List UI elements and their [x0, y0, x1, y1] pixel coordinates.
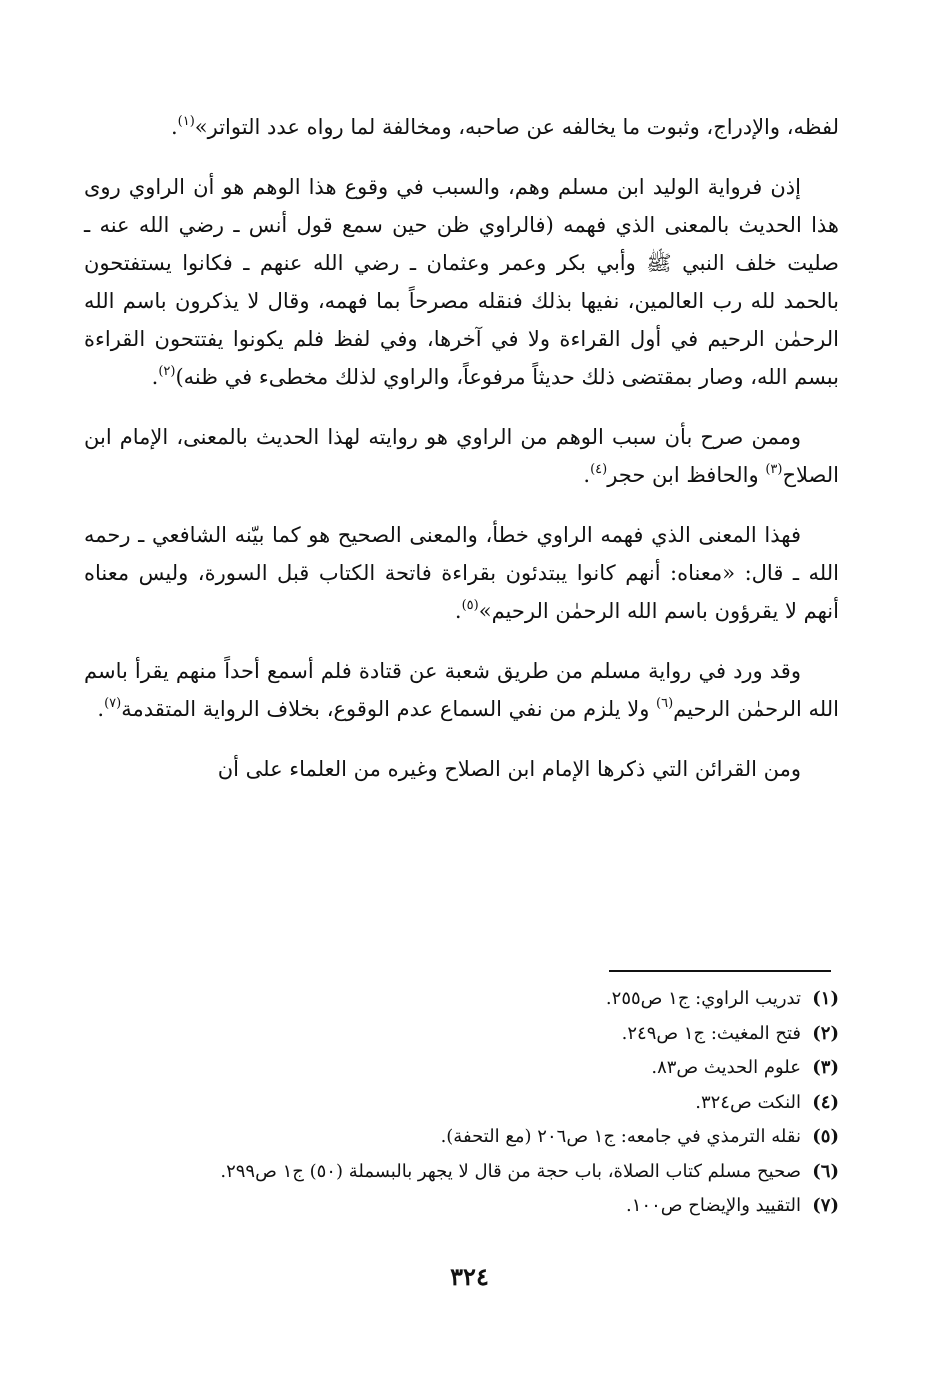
paragraph-tail: .: [151, 365, 159, 389]
paragraph-text-continued: والحافظ ابن حجر: [607, 463, 766, 487]
paragraph-6: [84, 750, 839, 788]
footnote-1: [96, 982, 839, 1017]
paragraph-tail: .: [454, 599, 462, 623]
footnote-text: فتح المغيث: ج١ ص٢٤٩.: [621, 1022, 801, 1044]
footnote-text: علوم الحديث ص٨٣.: [651, 1057, 801, 1078]
paragraph-text: إذن فرواية الوليد ابن مسلم وهم، والسبب في وقوع هذا الوهم هو أن الراوي روى هذا الحديث بالمعنى الذي فهمه (فالراوي ظن حين سمع قول أنس ـ رضي الله عنه ـ صليت خلف النبي ﷺ وأبي بكر وعمر وعثمان ـ رضي الله عنهم ـ فكانوا يستفتحون بالحمد لله رب العالمين، نفيها بذلك فنقله مصرحاً بما فهمه، وقال لا يذكرون باسم الله الرحمٰن الرحيم في أول القراءة ولا في آخرها، وفي لفظ فلم يكونوا يفتتحون القراءة ببسم الله، وصار بمقتضى ذلك حديثاً مرفوعاً، والراوي لذلك مخطىء في ظنه): [84, 175, 839, 389]
footnote-number: (٢): [812, 1022, 839, 1044]
paragraph-2: [84, 168, 839, 396]
main-text: [84, 108, 839, 810]
footnote-ref: (٣): [765, 462, 783, 477]
footnote-ref: (٧): [104, 696, 122, 711]
paragraph-text: وممن صرح بأن سبب الوهم من الراوي هو روايته لهذا الحديث بالمعنى، الإمام ابن الصلاح: [84, 425, 839, 487]
page-number: ٣٢٤: [450, 1262, 489, 1291]
paragraph-tail: .: [97, 697, 105, 721]
footnote-ref: (٥): [461, 598, 479, 613]
paragraph-text: لفظه، والإدراج، وثبوت ما يخالفه عن صاحبه، ومخالفة لما رواه عدد التواتر»: [194, 115, 839, 139]
footnote-number: (٣): [812, 1057, 839, 1078]
footnote-text: صحيح مسلم كتاب الصلاة، باب حجة من قال لا يجهر بالبسملة (٥٠) ج١ ص٢٩٩.: [220, 1160, 801, 1182]
footnotes-list: [96, 982, 839, 1224]
paragraph-text: ومن القرائن التي ذكرها الإمام ابن الصلاح وغيره من العلماء على أن: [217, 757, 801, 781]
footnote-number: (٤): [812, 1091, 839, 1113]
footnote-text: نقله الترمذي في جامعه: ج١ ص٢٠٦ (مع التحفة).: [440, 1126, 801, 1147]
paragraph-text-continued: ولا يلزم من نفي السماع عدم الوقوع، بخلاف الرواية المتقدمة: [121, 697, 657, 721]
paragraph-3: [84, 418, 839, 494]
footnote-ref: (٤): [590, 462, 608, 477]
footnote-text: تدريب الراوي: ج١ ص٢٥٥.: [605, 988, 801, 1009]
paragraph-tail: .: [583, 463, 591, 487]
footnote-3: [96, 1051, 839, 1086]
paragraph-text: وقد ورد في رواية مسلم من طريق شعبة عن قتادة فلم أسمع أحداً منهم يقرأ باسم الله الرحمٰن الرحيم: [84, 659, 839, 721]
footnote-number: (١): [812, 988, 839, 1009]
footnote-7: [96, 1189, 839, 1224]
footnote-ref: (٢): [158, 364, 176, 379]
footnote-5: [96, 1120, 839, 1155]
footnote-number: (٦): [812, 1160, 839, 1182]
footnote-2: [96, 1017, 839, 1052]
footnote-6: [96, 1155, 839, 1190]
footnote-number: (٧): [812, 1195, 839, 1216]
paragraph-text: فهذا المعنى الذي فهمه الراوي خطأ، والمعنى الصحيح هو كما بيّنه الشافعي ـ رحمه الله ـ قال: «معناه: أنهم كانوا يبتدئون بقراءة فاتحة الكتاب قبل السورة، وليس معناه أنهم لا يقرؤون باسم الله الرحمٰن الرحيم»: [84, 523, 839, 623]
paragraph-tail: .: [170, 115, 178, 139]
footnote-text: النكت ص٣٢٤.: [695, 1091, 801, 1113]
paragraph-5: [84, 652, 839, 728]
footnote-4: [96, 1086, 839, 1121]
footnote-text: التقييد والإيضاح ص١٠٠.: [626, 1195, 801, 1216]
paragraph-4: [84, 516, 839, 630]
footnote-divider: [609, 970, 831, 972]
paragraph-1: [84, 108, 839, 146]
footnote-ref: (١): [177, 114, 195, 129]
footnote-ref: (٦): [656, 696, 674, 711]
footnote-number: (٥): [812, 1126, 839, 1147]
